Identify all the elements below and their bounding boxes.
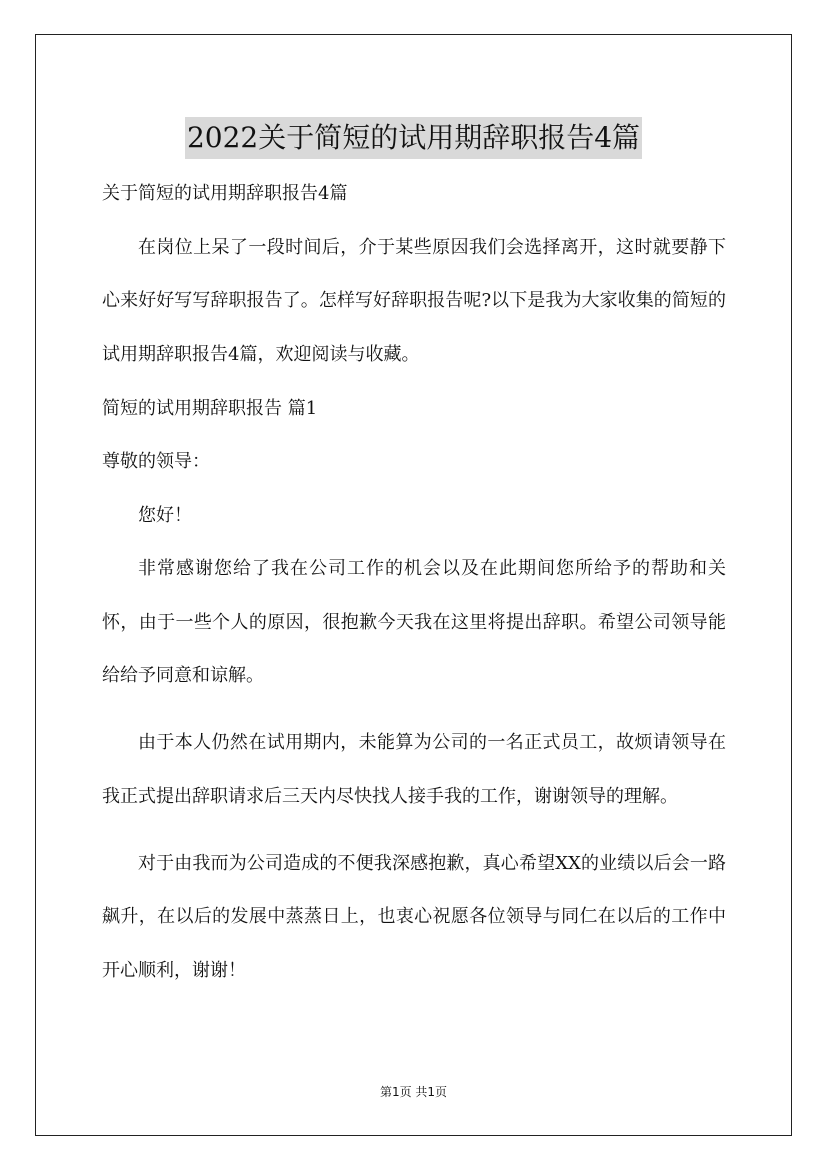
page-number: 第1页 共1页 (379, 1085, 448, 1099)
title-container (0, 98, 827, 178)
section-heading: 简短的试用期辞职报告 篇1 (102, 397, 318, 419)
body-paragraph: 对于由我而为公司造成的不便我深感抱歉，真心希望XX的业绩以后会一路飙升，在以后的发展中蒸蒸日上，也衷心祝愿各位领导与同仁在以后的工作中开心顺利，谢谢！ (102, 852, 726, 981)
document-body (102, 180, 726, 1024)
document-title: 2022关于简短的试用期辞职报告4篇 (185, 117, 642, 159)
page-footer (0, 1084, 827, 1100)
intro-paragraph: 在岗位上呆了一段时间后，介于某些原因我们会选择离开，这时就要静下心来好好写写辞职报告了。怎样写好辞职报告呢?以下是我为大家收集的简短的试用期辞职报告4篇，欢迎阅读与收藏。 (102, 236, 726, 365)
document-subtitle: 关于简短的试用期辞职报告4篇 (102, 183, 348, 204)
body-paragraph: 非常感谢您给了我在公司工作的机会以及在此期间您所给予的帮助和关怀，由于一些个人的原因，很抱歉今天我在这里将提出辞职。希望公司领导能给给予同意和谅解。 (102, 558, 726, 686)
body-paragraph: 由于本人仍然在试用期内，未能算为公司的一名正式员工，故烦请领导在我正式提出辞职请求后三天内尽快找人接手我的工作，谢谢领导的理解。 (102, 732, 726, 807)
salutation: 尊敬的领导： (102, 451, 210, 472)
greeting: 您好！ (138, 504, 192, 526)
